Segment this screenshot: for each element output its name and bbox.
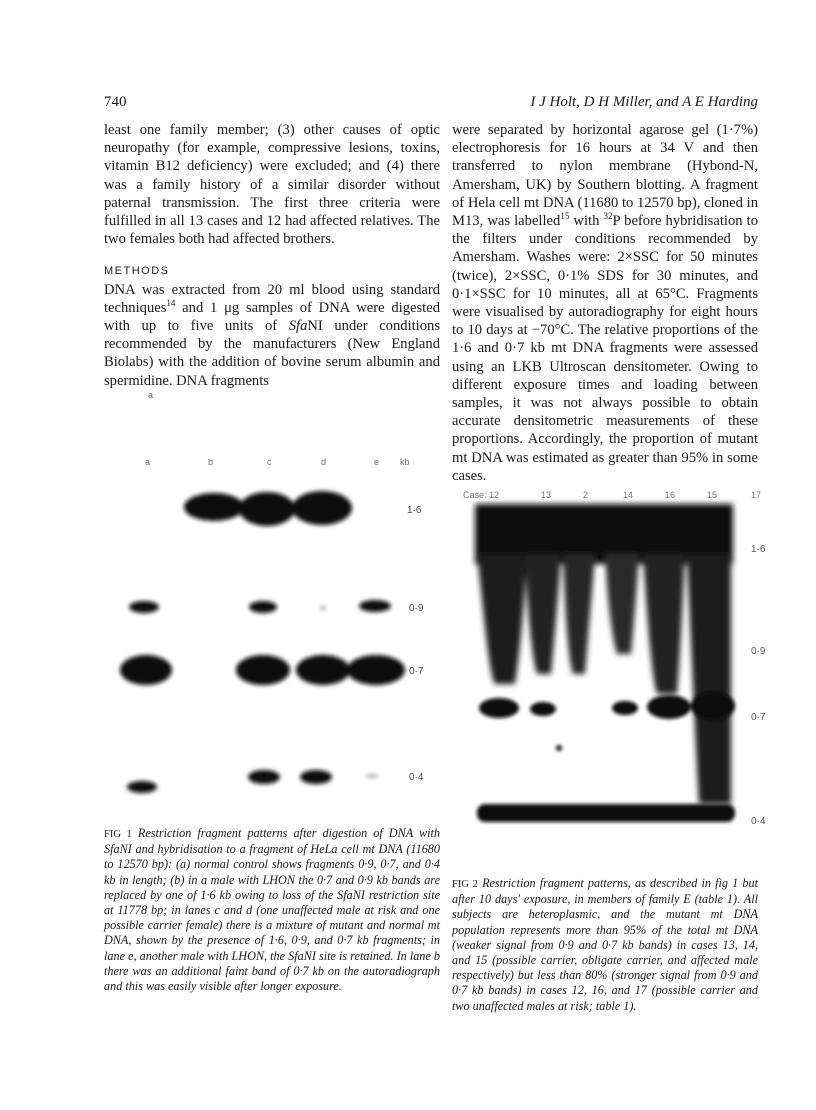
fig1-lane-a: a — [145, 457, 151, 467]
fig1-band-c-07 — [236, 655, 290, 685]
fig1-band-a-04 — [127, 781, 157, 793]
fig1-band-e-09 — [359, 600, 391, 612]
reference-14: 14 — [166, 297, 176, 308]
fig2-size-07: 0·7 — [751, 712, 766, 723]
intro-paragraph: least one family member; (3) other causes of optic neuropathy (for example, compressive lesions, toxins, vitamin B12 deficiency) were excluded; and (4) there was a family history of a similar disorder without paternal transmission. The first three criteria were fulfilled in all 13 cases and 12 had affected relatives. The two females both had affected brothers. — [104, 122, 440, 248]
reference-15: 15 — [560, 211, 570, 222]
fig1-band-a-09 — [129, 601, 159, 613]
fig2-band-12-07 — [479, 698, 519, 718]
fig1-band-d-16 — [292, 491, 352, 525]
fig1-lane-d: d — [321, 457, 327, 467]
fig1-band-d-07 — [296, 655, 350, 685]
fig1-caption-text: Restriction fragment patterns after digestion of DNA with SfaNI and hybridisation to a fragment of HeLa cell mt DNA (11680 to 12570 bp): (a) normal control shows fragments 0·9, 0·7, and 0·4 kb in length; (b) in a male with LHON the 0·7 and 0·9 kb bands are replaced by one of 1·6 kb owing to loss of the SfaNI restriction site at 11778 bp; in lanes c and d (one unaffected male at risk and one possible carrier female) there is a mixture of mutant and normal mt DNA, shown by the presence of 1·6, 0·9, and 0·7 kb fragments; in lane e, another male with LHON, the SfaNI site is retained. In lane b there was an additional faint band of 0·7 kb on the autoradiograph and this was easily visible after longer exposure. — [104, 826, 441, 994]
page-number: 740 — [104, 94, 127, 110]
fig2-lane-14: 14 — [623, 490, 634, 500]
fig1-band-d-09 — [320, 606, 326, 610]
fig1-size-04: 0·4 — [409, 772, 424, 783]
methods-continued-b: with — [569, 213, 604, 230]
running-head-authors: I J Holt, D H Miller, and A E Harding — [530, 94, 758, 110]
fig2-size-09: 0·9 — [751, 646, 766, 657]
fig2-caption-label: FIG 2 — [452, 879, 478, 890]
methods-continued-a: were separated by horizontal agarose gel (1·7%) electrophoresis for 16 hours at 34 V and then transferred to nylon membrane (Hybond-N, Amersham, UK) by Southern blotting. A fragment of Hela cell mt DNA (11680 to 12570 bp), cloned in M13, was labelled — [452, 122, 758, 230]
fig1-kb-label: kb — [400, 457, 410, 467]
fig2-band-16-07 — [647, 695, 691, 719]
fig1-caption — [104, 826, 440, 994]
methods-text-a: DNA was extracted from 20 ml blood using standard techniques — [104, 281, 440, 316]
enzyme-name: Sfa — [288, 318, 308, 335]
fig1-band-d-04 — [300, 770, 332, 784]
methods-continued-c: P before hybridisation to the filters under conditions recommended by Amersham. Washes were: 2×SSC for 50 minutes (twice), 2×SSC, 0·1% SDS for 30 minutes, and 0·1×SSC for 10 minutes, all at 65°C. Fragments were visualised by autoradiography for eight hours to 10 days at −70°C. The relative proportions of the 1·6 and 0·7 kb mt DNA fragments were assessed using an LKB Ultroscan densitometer. Owing to different exposure times and loading between samples, it was not always possible to obtain accurate densitometric measurements of these proportions. Accordingly, the proportion of mutant mt DNA was estimated as greater than 95% in some cases. — [452, 213, 758, 484]
fig1-size-16: 1·6 — [407, 505, 422, 516]
methods-heading: METHODS — [104, 265, 170, 278]
fig1-size-09: 0·9 — [409, 603, 424, 614]
methods-text-c: NI under conditions recommended by the manufacturers (New England Biolabs) with the addition of bovine serum albumin and spermidine. DNA fragments — [104, 318, 441, 389]
fig1-band-c-16 — [239, 492, 295, 526]
fig1-lane-label-a: a — [148, 390, 154, 400]
fig2-lane-16: 16 — [665, 490, 676, 500]
fig1-lane-e: e — [374, 457, 380, 467]
fig2-size-04: 0·4 — [751, 816, 766, 827]
methods-paragraph — [104, 281, 440, 390]
left-column — [104, 121, 440, 390]
right-column — [452, 121, 758, 485]
fig2-dot — [556, 745, 562, 751]
fig2-band-17-07 — [691, 692, 735, 720]
fig1-band-c-04 — [248, 770, 280, 784]
fig1-band-b-16 — [184, 493, 244, 521]
fig1-band-e-04 — [366, 774, 378, 778]
fig2-band-14-07 — [612, 701, 638, 715]
fig2-lane-17: 17 — [751, 490, 762, 500]
fig1-band-e-07 — [347, 655, 405, 685]
fig2-lane-2: 2 — [583, 490, 589, 500]
methods-continued — [452, 121, 758, 485]
fig2-band-13-07 — [530, 702, 556, 716]
fig1-band-a-07 — [120, 655, 172, 685]
isotope-mass: 32 — [603, 211, 613, 222]
fig2-size-16: 1·6 — [751, 544, 766, 555]
fig1-band-c-09 — [249, 601, 277, 613]
fig2-lane-15: 15 — [707, 490, 718, 500]
fig1-caption-label: FIG 1 — [104, 829, 132, 840]
fig2-lane-13: 13 — [541, 490, 552, 500]
fig2-lane-case12: Case: 12 — [463, 490, 500, 500]
fig1-autoradiograph — [104, 455, 439, 815]
fig1-size-07: 0·7 — [409, 666, 424, 677]
fig1-lane-b: b — [208, 457, 214, 467]
fig2-caption — [452, 876, 758, 1014]
fig1-lane-c: c — [267, 457, 272, 467]
fig2-band-row-04 — [477, 804, 735, 822]
fig2-autoradiograph — [455, 484, 775, 844]
fig2-caption-text: Restriction fragment patterns, as described in fig 1 but after 10 days' exposure, in members of family E (table 1). All subjects are heteroplasmic, and the mutant mt DNA population represents more than 95% of the total mt DNA (weaker signal from 0·9 and 0·7 kb bands) in cases 13, 14, and 15 (possible carrier, obligate carrier, and affected male respectively) but less than 80% (stronger signal from 0·9 and 0·7 kb bands) in cases 12, 16, and 17 (possible carrier and two unaffected males at risk; table 1). — [452, 876, 759, 1013]
methods-text-b: and 1 μg samples of DNA were digested with up to five units of — [104, 299, 440, 335]
